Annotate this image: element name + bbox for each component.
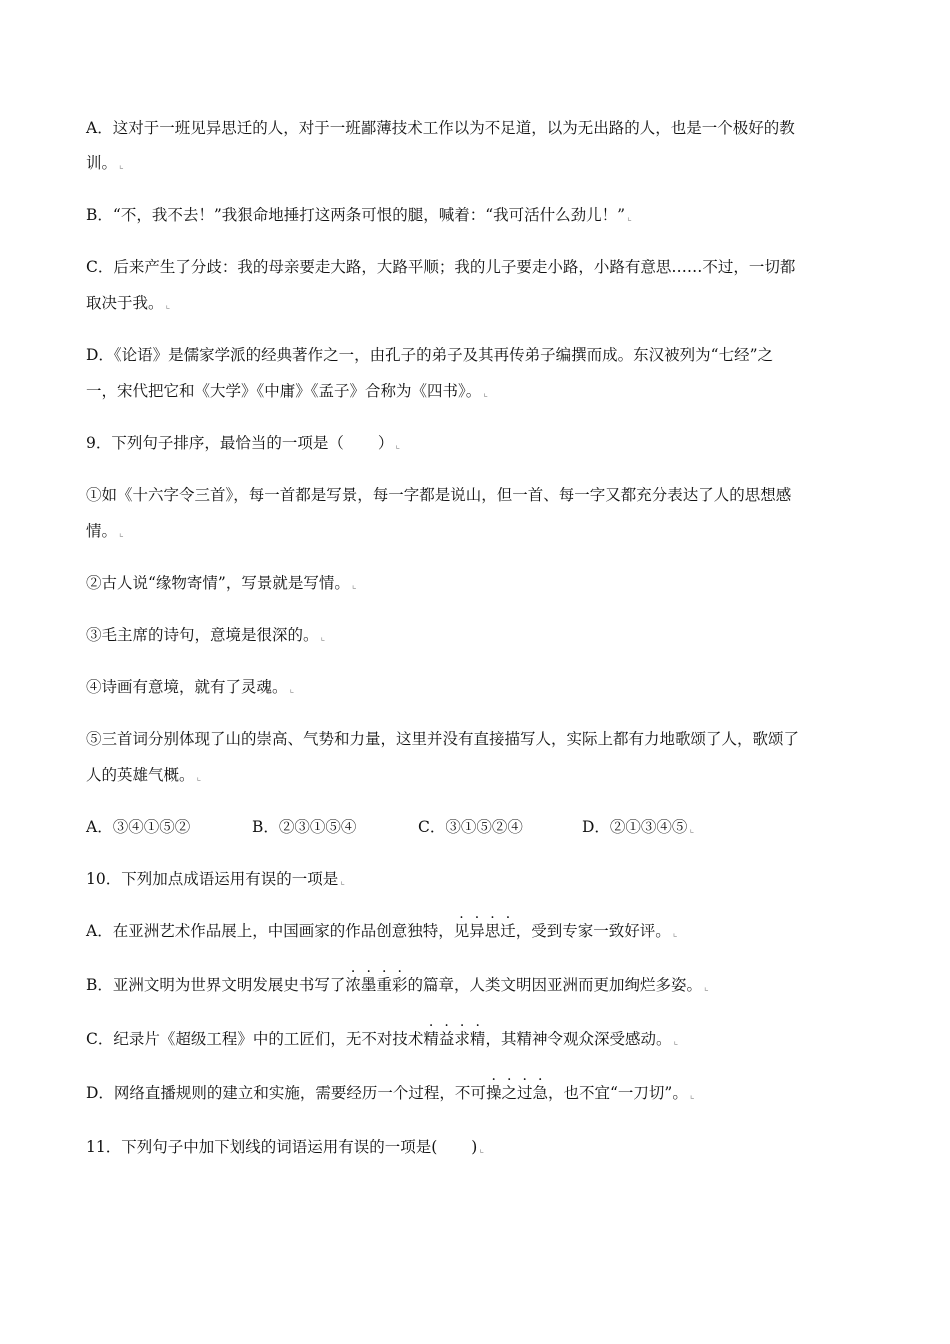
q9-options: A．③④①⑤② B．②③①⑤④ C．③①⑤②④ D．②①③④⑤ ⌞ [86,818,695,836]
q9-sentence-1-line2: 情。 ⌞ [86,522,124,540]
q8-option-b: B．“不，我不去！”我狠命地捶打这两条可恨的腿，喊着：“我可活什么劲儿！” ⌞ [86,206,632,224]
q9-stem: 9．下列句子排序，最恰当的一项是（ ） ⌞ [86,434,401,452]
dotted-idiom-c: 精益求精 [423,1030,486,1048]
q10-stem: 10．下列加点成语运用有误的一项是 ⌞ [86,870,345,888]
q9-sentence-4: ④诗画有意境，就有了灵魂。 ⌞ [86,678,295,696]
q8-option-c-line1: C．后来产生了分歧：我的母亲要走大路，大路平顺；我的儿子要走小路，小路有意思……不过，一切都 [86,258,796,276]
q9-sentence-1-line1: ①如《十六字令三首》，每一首都是写景，每一字都是说山，但一首、每一字又都充分表达了人的思想感 [86,486,792,504]
q9-sentence-3: ③毛主席的诗句，意境是很深的。 ⌞ [86,626,326,644]
dotted-idiom-a: 见异思迁 [453,922,516,940]
dotted-idiom-b: 浓墨重彩 [345,976,408,994]
q8-option-d-line2: 一，宋代把它和《大学》《中庸》《孟子》合称为《四书》。 ⌞ [86,382,488,400]
q10-option-a: A．在亚洲艺术作品展上，中国画家的作品创意独特，见异思迁，受到专家一致好评。 ⌞ [86,922,678,940]
q9-option-d: D．②①③④⑤ [582,818,688,836]
q8-option-d-line1: D．《论语》是儒家学派的经典著作之一，由孔子的弟子及其再传弟子编撰而成。东汉被列为“七经”之 [86,346,774,364]
q9-option-c: C．③①⑤②④ [418,818,523,836]
q9-sentence-2: ②古人说“缘物寄情”，写景就是写情。 ⌞ [86,574,357,592]
q8-option-a-line1: A．这对于一班见异思迁的人，对于一班鄙薄技术工作以为不足道，以为无出路的人，也是一个极好的教 [86,119,795,137]
q8-option-a-line2: 训。 ⌞ [86,154,124,172]
q10-option-b: B．亚洲文明为世界文明发展史书写了浓墨重彩的篇章，人类文明因亚洲而更加绚烂多姿。 ⌞ [86,976,709,994]
q10-option-c: C．纪录片《超级工程》中的工匠们，无不对技术精益求精，其精神令观众深受感动。 ⌞ [86,1030,679,1048]
q10-option-d: D．网络直播规则的建立和实施，需要经历一个过程，不可操之过急，也不宜“一刀切”。 ⌞ [86,1084,695,1102]
q9-sentence-5-line1: ⑤三首词分别体现了山的崇高、气势和力量，这里并没有直接描写人，实际上都有力地歌颂了人，歌颂了 [86,730,800,748]
q9-option-a: A．③④①⑤② [86,818,191,836]
dotted-idiom-d: 操之过急 [485,1084,548,1102]
q9-sentence-5-line2: 人的英雄气概。 ⌞ [86,766,202,784]
q8-option-c-line2: 取决于我。 ⌞ [86,294,171,312]
q11-stem: 11．下列句子中加下划线的词语运用有误的一项是( ) ⌞ [86,1138,485,1156]
q9-option-b: B．②③①⑤④ [252,818,357,836]
